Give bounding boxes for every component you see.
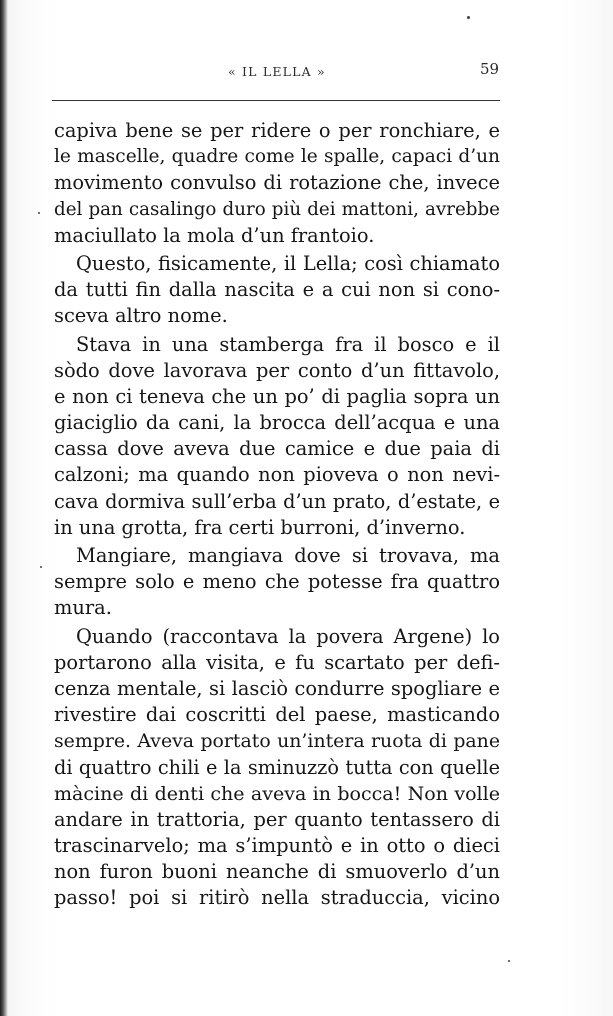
text-line: rivestire dai coscritti del paese, masticando (54, 703, 500, 727)
text-line: le mascelle, quadre come le spalle, capaci d’un (54, 146, 500, 168)
page-gutter-shadow (0, 0, 8, 1016)
text-line: e non ci teneva che un po’ di paglia sopra un (54, 384, 500, 408)
text-line: Questo, fisicamente, il Lella; così chiamato (76, 251, 500, 275)
text-line: passo! poi si ritirò nella straduccia, vicino (54, 886, 500, 910)
text-line: giaciglio da cani, la brocca dell’acqua e una (54, 411, 500, 435)
text-line: maciullato la mola d’un frantoio. (54, 223, 375, 247)
paper-speck (38, 212, 40, 214)
text-line: Quando (raccontava la povera Argene) lo (76, 624, 500, 648)
text-line: Stava in una stamberga fra il bosco e il (76, 332, 500, 356)
text-line: movimento convulso di rotazione che, invece (54, 171, 500, 195)
paper-speck (508, 960, 510, 962)
text-line: non furon buoni neanche di smuoverlo d’un (54, 860, 500, 884)
text-line: sceva altro nome. (54, 304, 228, 328)
page-number: 59 (480, 60, 500, 78)
text-line: sempre. Aveva portato un’intera ruota di pane (54, 730, 500, 753)
text-line: capiva bene se per ridere o per ronchiare, e (54, 119, 500, 142)
text-line: del pan casalingo duro più dei mattoni, avrebbe (54, 198, 500, 220)
text-line: andare in trattoria, per quanto tentassero di (54, 807, 500, 831)
text-line: cenza mentale, si lasciò condurre spogliare e (54, 676, 500, 700)
text-line: trascinarvelo; ma s’impuntò e in otto o dieci (54, 834, 500, 858)
text-line: mura. (54, 596, 112, 620)
text-line: cava dormiva sull’erba d’un prato, d’estate, e (54, 489, 500, 513)
text-line: di quattro chili e la sminuzzò tutta con quelle (54, 755, 500, 779)
text-line: da tutti fin dalla nascita e a cui non si cono- (54, 278, 500, 302)
text-line: sempre solo e meno che potesse fra quattro (54, 570, 500, 594)
header-rule (52, 100, 500, 101)
text-line: calzoni; ma quando non pioveva o non nevi- (54, 463, 500, 487)
text-line: màcine di denti che aveva in bocca! Non volle (54, 782, 500, 805)
text-line: sòdo dove lavorava per conto d’un fittavolo, (54, 358, 500, 382)
paper-speck (467, 16, 470, 19)
paper-speck (40, 566, 42, 568)
body-text (54, 118, 500, 912)
text-line: Mangiare, mangiava dove si trovava, ma (76, 544, 500, 567)
running-head: « IL LELLA » (228, 64, 326, 79)
text-line: portarono alla visita, e fu scartato per defi- (54, 650, 500, 674)
text-line: in una grotta, fra certi burroni, d’inverno. (54, 515, 466, 539)
text-line: cassa dove aveva due camice e due paia di (54, 437, 500, 461)
